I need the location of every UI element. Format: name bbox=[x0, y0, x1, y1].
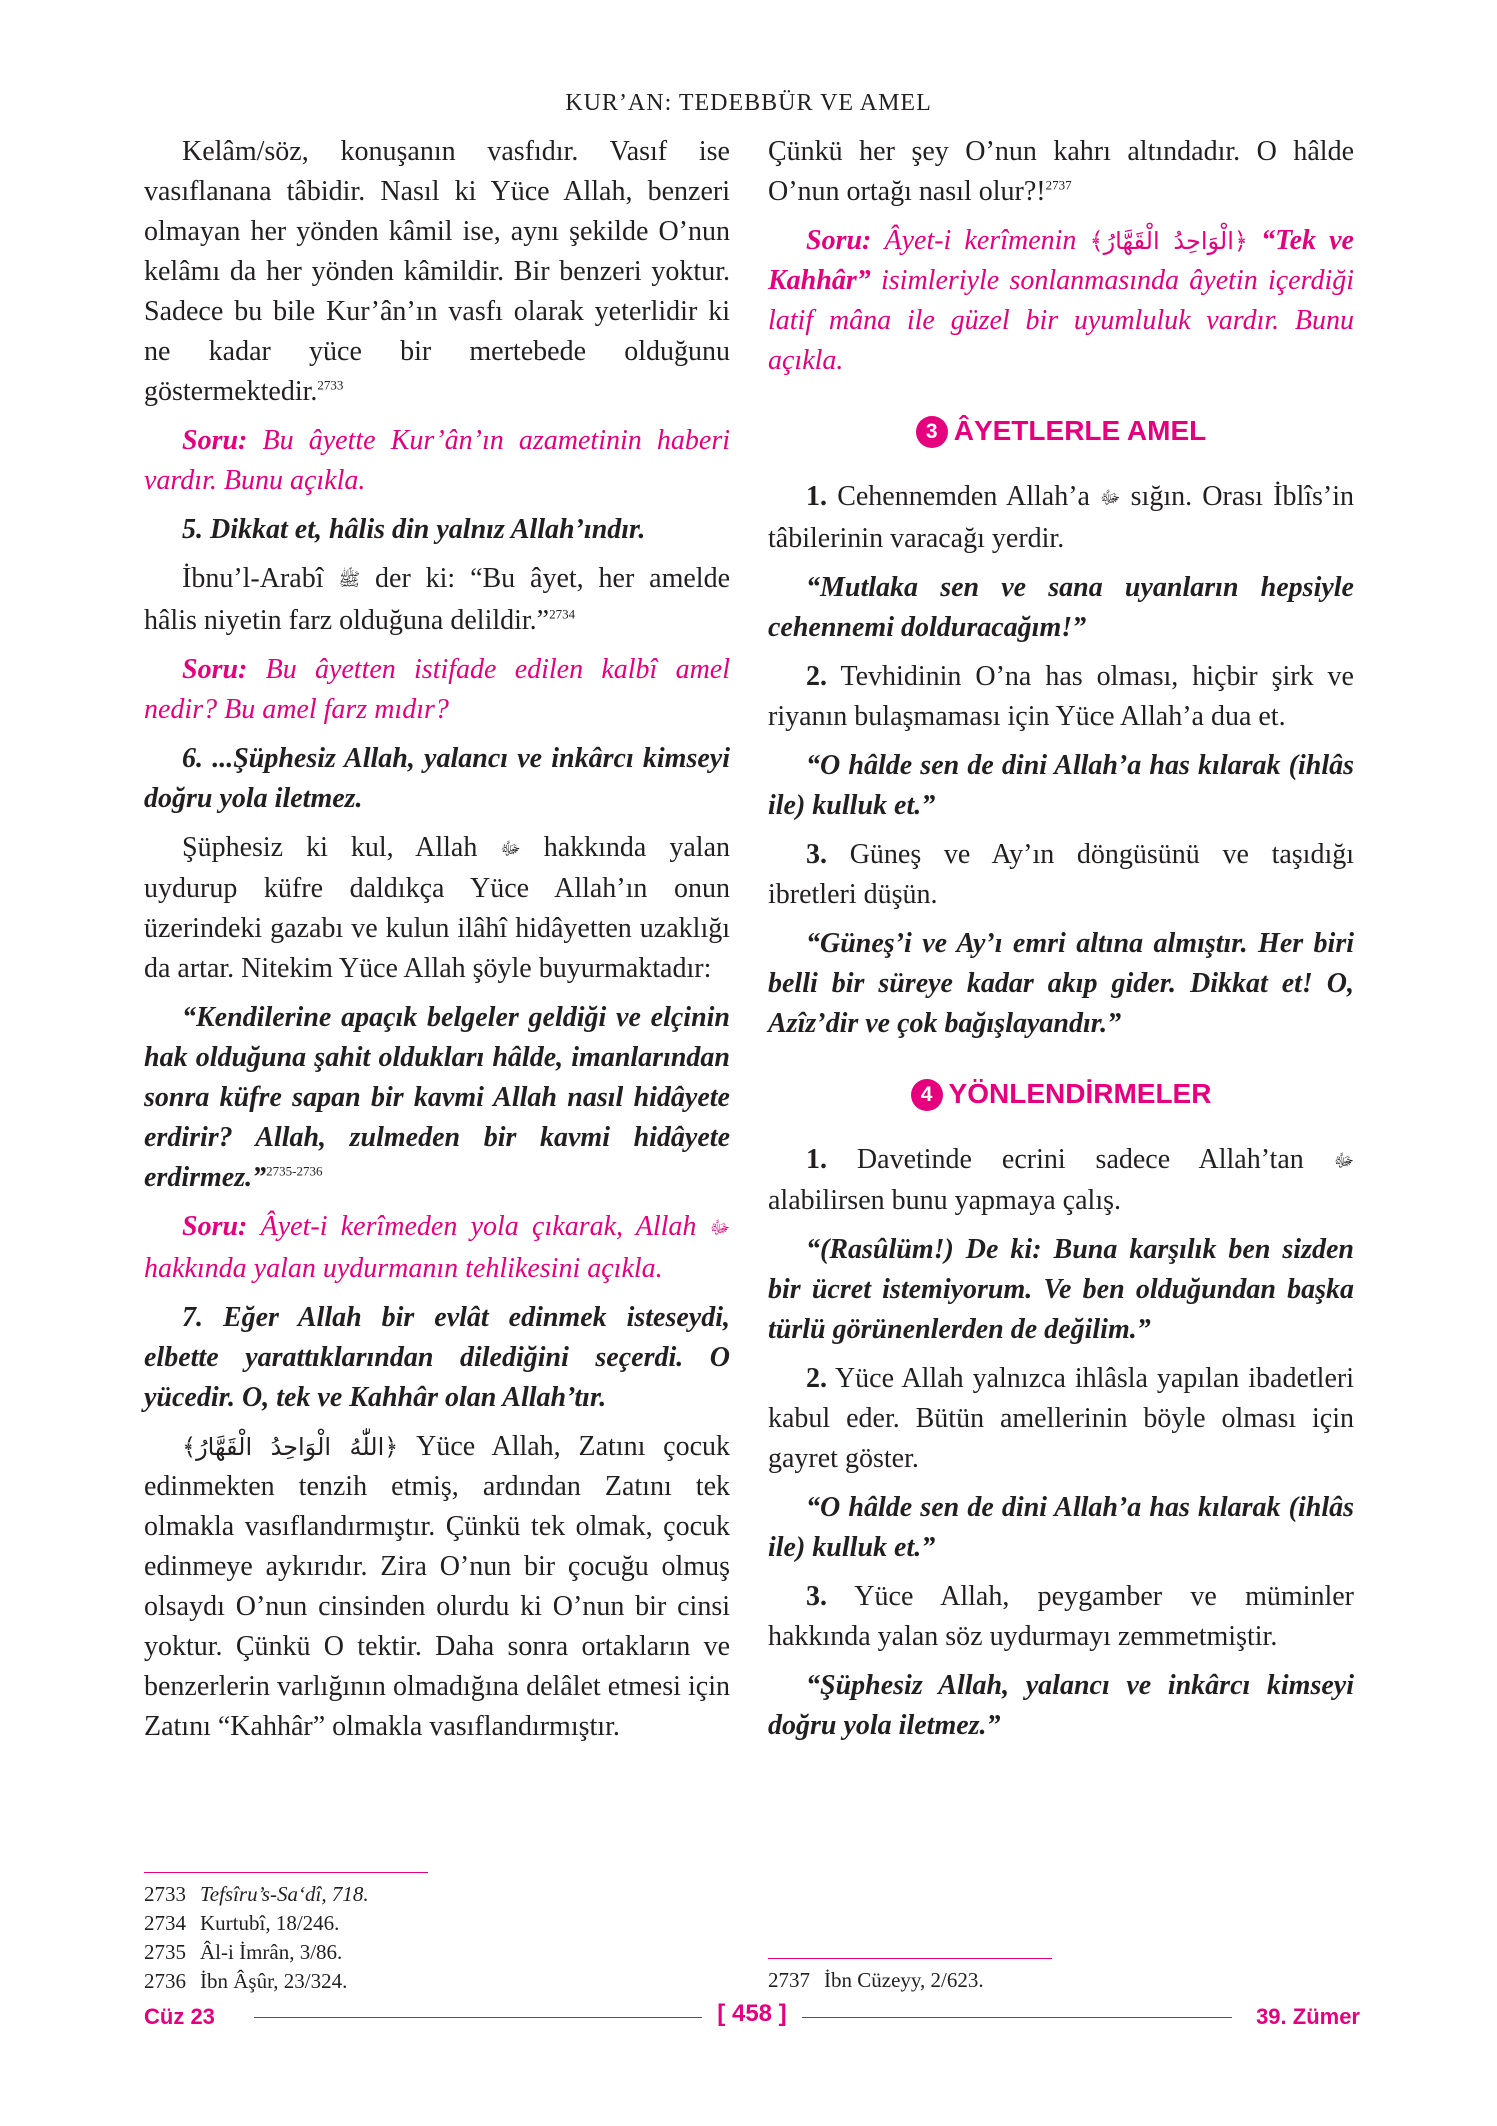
right-column bbox=[768, 132, 1354, 1755]
question-text: Âyet-i kerîmenin bbox=[884, 225, 1077, 256]
page-number-value: 458 bbox=[731, 2000, 773, 2027]
paragraph-text: Şüphesiz ki kul, Allah bbox=[182, 831, 478, 863]
running-header: KUR’AN: TEDEBBÜR VE AMEL bbox=[565, 90, 932, 116]
verse-quote: “(Rasûlüm!) De ki: Buna karşılık ben sizden bir ücret istemiyorum. Ve ben olduğundan başka türlü görünenlerden de değilim.” bbox=[768, 1234, 1354, 1346]
footnote-text: İbn Âşûr, 23/324. bbox=[200, 1969, 348, 1993]
verse-heading: 5. Dikkat et, hâlis din yalnız Allah’ındır. bbox=[182, 514, 646, 545]
item-number: 2. bbox=[806, 1363, 827, 1395]
arabic-verse: ﴿الْوَاحِدُ الْقَهَّارُ﴾ bbox=[1089, 227, 1248, 255]
footnote bbox=[768, 1966, 984, 1995]
verse-quote: “Kendilerine apaçık belgeler geldiği ve elçinin hak olduğuna şahit oldukları hâlde, imanlarından sonra küfre sapan bir kavmi Allah nasıl hidâyete erdirir? Allah, zulmeden bir kavmi hidâyete erdirmez.”$^{2735-2736}$ bbox=[144, 1002, 730, 1194]
footnote bbox=[144, 1909, 369, 1938]
honorific-icon: ﷻ bbox=[1333, 1150, 1355, 1172]
list-item bbox=[768, 1359, 1354, 1479]
question-label: Soru: bbox=[182, 653, 248, 685]
verse-quote: “O hâlde sen de dini Allah’a has kılarak (ihlâs ile) kulluk et.” bbox=[768, 1492, 1354, 1564]
footnote-text: Kurtubî, 18/246. bbox=[200, 1911, 340, 1935]
footnote-ref[interactable]: 2736 bbox=[296, 1163, 323, 1179]
left-column bbox=[144, 132, 730, 1756]
item-text: Davetinde ecrini sadece Allah’tan bbox=[856, 1143, 1304, 1175]
question-text: Bu âyetten istifade edilen kalbî amel nedir? Bu amel farz mıdır? bbox=[144, 653, 730, 725]
item-number: 1. bbox=[806, 481, 827, 512]
paragraph-text: Kelâm/söz, konuşanın vasfıdır. Vasıf ise vasıflanana tâbidir. Nasıl ki Yüce Allah, benzeri olmayan her yönden kâmil ise, aynı şekilde O’nun kelâmı da her yönden kâmildir. Bir benzeri yoktur. Sadece bu bile Kur’ân’ın vasfı olarak yeterlidir ki ne kadar yüce bir mertebede olduğunu göstermektedir. bbox=[144, 136, 730, 407]
page-footer bbox=[144, 2000, 1360, 2036]
footnote-number: 2735 bbox=[144, 1940, 186, 1964]
footnote-number: 2734 bbox=[144, 1911, 186, 1935]
honorific-icon: ﷻ bbox=[1100, 487, 1121, 509]
honorific-icon: ﷻ bbox=[500, 838, 521, 860]
item-text: Güneş ve Ay’ın döngüsünü ve taşıdığı ibretleri düşün. bbox=[768, 838, 1355, 910]
question bbox=[144, 1207, 730, 1289]
question-label: Soru: bbox=[806, 225, 872, 256]
honorific-icon: ﷺ bbox=[338, 569, 361, 591]
paragraph-text: İbnu’l-Arabî bbox=[182, 563, 324, 594]
item-text: Yüce Allah yalnızca ihlâsla yapılan ibadetleri kabul eder. Bütün amellerinin böyle olması için gayret göster. bbox=[768, 1363, 1354, 1475]
paragraph-text: der ki: “Bu âyet, her amelde hâlis niyetin farz olduğuna delildir.” bbox=[144, 563, 730, 636]
footnote-divider bbox=[144, 1872, 428, 1873]
question-text: Âyet-i kerîmeden yola çıkarak, Allah bbox=[260, 1211, 697, 1243]
list-item bbox=[768, 1140, 1354, 1222]
paragraph bbox=[144, 828, 730, 990]
footnote-text: İbn Cüzeyy, 2/623. bbox=[824, 1968, 984, 1992]
footnotes-left bbox=[144, 1880, 369, 1996]
paragraph-text: Yüce Allah, Zatını çocuk edinmekten tenzih etmiş, ardından Zatını tek olmakla vasıflandırmıştır. Çünkü tek olmak, çocuk edinmeye aykırıdır. Zira O’nun bir çocuğu olmuş olsaydı O’nun cinsinden olurdu ki O’nun bir cinsi yoktur. Çünkü O tektir. Daha sonra ortakların ve benzerlerin varlığının olmadığına delâlet etmesi için Zatını “Kahhâr” olmakla vasıflandırmıştır. bbox=[144, 1430, 730, 1742]
question-label: Soru: bbox=[182, 425, 248, 456]
section-number-badge: 4 bbox=[911, 1079, 943, 1111]
footnote-number: 2733 bbox=[144, 1882, 186, 1906]
section-title-yonlendirmeler bbox=[768, 1074, 1354, 1114]
paragraph bbox=[144, 1427, 730, 1747]
list-item bbox=[768, 657, 1354, 737]
list-item bbox=[768, 1577, 1354, 1657]
question-label: Soru: bbox=[182, 1211, 248, 1243]
footnote-text: Tefsîru’s-Sa‘dî, 718. bbox=[200, 1882, 369, 1906]
list-item bbox=[768, 477, 1354, 559]
item-number: 2. bbox=[806, 660, 827, 692]
footnote-ref[interactable]: 2733 bbox=[317, 377, 344, 393]
item-text: sığın. Orası İblîs’in tâbilerinin varacağı yerdir. bbox=[768, 481, 1355, 554]
verse-quote: “Mutlaka sen ve sana uyanların hepsiyle cehennemi dolduracağım!” bbox=[768, 571, 1354, 643]
list-item bbox=[768, 835, 1354, 915]
paragraph bbox=[144, 132, 730, 412]
verse-quote: “O hâlde sen de dini Allah’a has kılarak (ihlâs ile) kulluk et.” bbox=[768, 749, 1354, 821]
page-number: [ 458 ] bbox=[717, 2000, 787, 2027]
footnote-ref[interactable]: 2737 bbox=[1045, 177, 1072, 193]
question bbox=[144, 421, 730, 501]
quote-text: “Kendilerine apaçık belgeler geldiği ve elçinin hak olduğuna şahit oldukları hâlde, imanlarından sonra küfre sapan bir kavmi Allah nasıl hidâyete erdirir? Allah, zulmeden bir kavmi hidâyete erdirmez.” bbox=[144, 1002, 730, 1194]
footnotes-right bbox=[768, 1966, 984, 1995]
item-text: Tevhidinin O’na has olması, hiçbir şirk ve riyanın bulaşmaması için Yüce Allah’a dua et. bbox=[768, 660, 1354, 732]
verse-heading: 7. Eğer Allah bir evlât edinmek isteseydi, elbette yarattıklarından dilediğini seçerdi. O yücedir. O, tek ve Kahhâr olan Allah’tır. bbox=[144, 1301, 730, 1413]
honorific-icon: ﷻ bbox=[709, 1217, 731, 1239]
footnote bbox=[144, 1938, 369, 1967]
footer-rule bbox=[254, 2017, 702, 2018]
section-title-text: YÖNLENDİRMELER bbox=[948, 1077, 1212, 1109]
juz-label: Cüz 23 bbox=[144, 2004, 215, 2029]
paragraph bbox=[144, 559, 730, 641]
paragraph-text: hakkında yalan uydurup küfre daldıkça Yüce Allah’ın onun üzerindeki gazabı ve kulun ilâhî hidâyetten uzaklığı da artar. Nitekim Yüce Allah şöyle buyurmaktadır: bbox=[144, 831, 730, 985]
footnote-ref[interactable]: 2734 bbox=[549, 606, 576, 622]
question-text: Bu âyette Kur’ân’ın azametinin haberi vardır. Bunu açıkla. bbox=[144, 425, 730, 496]
question bbox=[768, 221, 1354, 381]
footnote-number: 2736 bbox=[144, 1969, 186, 1993]
verse-quote: “Güneş’i ve Ay’ı emri altına almıştır. Her biri belli bir süreye kadar akıp gider. Dikkat et! O, Azîz’dir ve çok bağışlayandır.” bbox=[768, 927, 1354, 1039]
arabic-verse: ﴿اللّٰهُ الْوَاحِدُ الْقَهَّارُ﴾ bbox=[182, 1432, 399, 1461]
item-text: alabilirsen bunu yapmaya çalış. bbox=[768, 1185, 1121, 1217]
paragraph-text: Çünkü her şey O’nun kahrı altındadır. O hâlde O’nun ortağı nasıl olur?! bbox=[768, 136, 1354, 207]
verse-quote: “Şüphesiz Allah, yalancı ve inkârcı kimseyi doğru yola iletmez.” bbox=[768, 1670, 1354, 1742]
surah-label: 39. Zümer bbox=[1256, 2004, 1360, 2029]
section-title-text: ÂYETLERLE AMEL bbox=[953, 415, 1207, 446]
question-text: hakkında yalan uydurmanın tehlikesini açıkla. bbox=[144, 1252, 663, 1284]
question-emphasis: “Tek ve Kahhâr” bbox=[768, 225, 1354, 296]
question bbox=[144, 650, 730, 730]
footnote bbox=[144, 1880, 369, 1909]
footnote bbox=[144, 1967, 369, 1996]
item-text: Cehennemden Allah’a bbox=[837, 481, 1090, 512]
footnote-ref[interactable]: 2735 bbox=[266, 1163, 293, 1179]
section-number-badge: 3 bbox=[916, 416, 948, 448]
item-number: 3. bbox=[806, 838, 827, 870]
footer-rule bbox=[802, 2017, 1232, 2018]
item-text: Yüce Allah, peygamber ve müminler hakkında yalan söz uydurmayı zemmetmiştir. bbox=[768, 1581, 1355, 1653]
footnote-number: 2737 bbox=[768, 1968, 810, 1992]
footnote-divider bbox=[768, 1958, 1052, 1959]
item-number: 1. bbox=[806, 1143, 827, 1175]
verse-heading: 6. ...Şüphesiz Allah, yalancı ve inkârcı kimseyi doğru yola iletmez. bbox=[144, 742, 730, 814]
section-title-ayetlerle-amel bbox=[768, 411, 1354, 451]
paragraph bbox=[768, 132, 1354, 212]
item-number: 3. bbox=[806, 1581, 827, 1613]
footnote-text: Âl-i İmrân, 3/86. bbox=[200, 1940, 343, 1964]
question-text: isimleriyle sonlanmasında âyetin içerdiği latif mâna ile güzel bir uyumluluk vardır. Bunu açıkla. bbox=[768, 265, 1354, 376]
